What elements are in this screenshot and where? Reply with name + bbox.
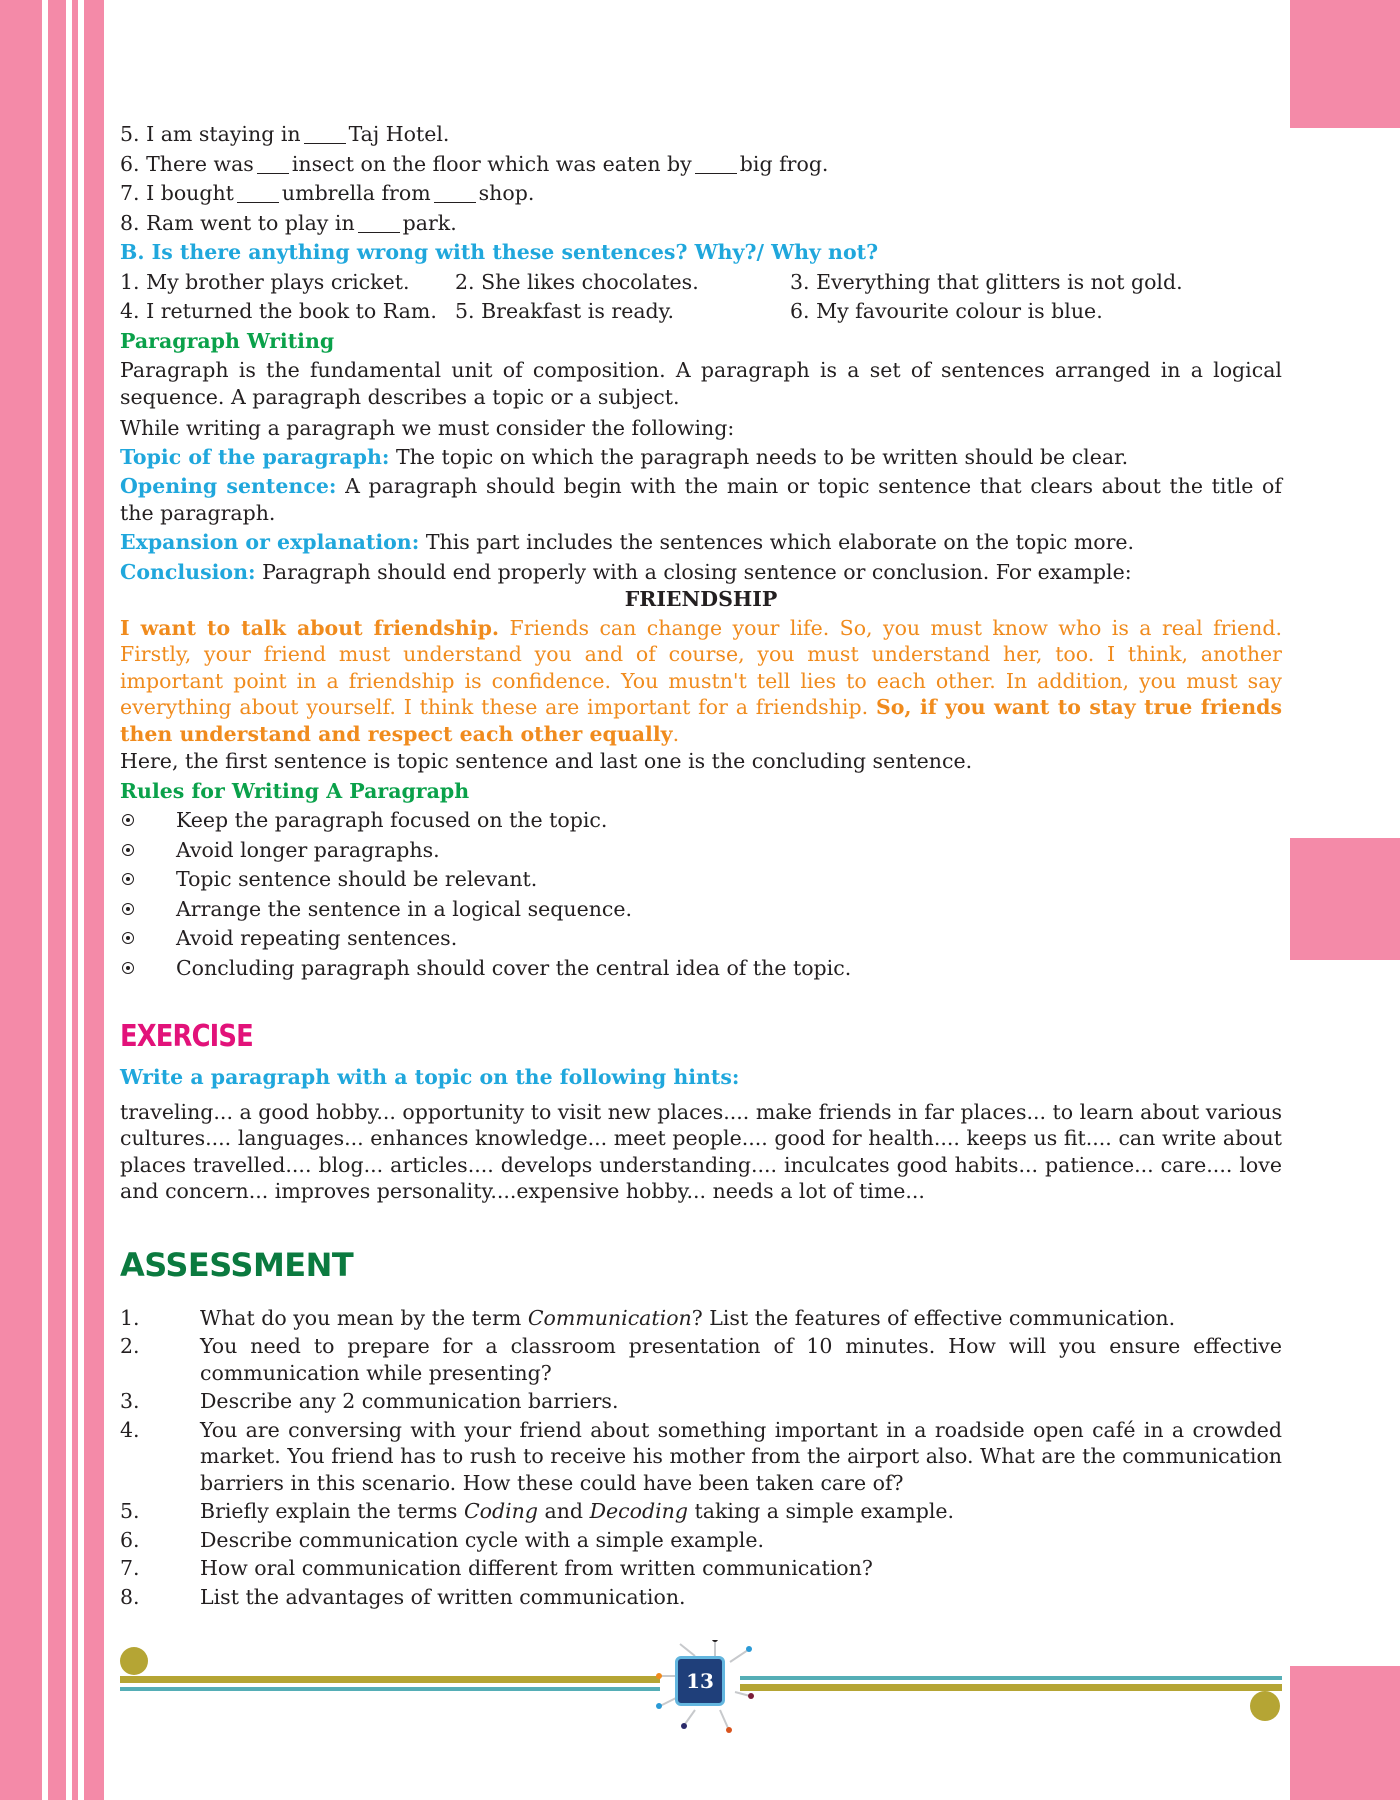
bullet-icon — [122, 844, 134, 856]
paragraph-intro: Paragraph is the fundamental unit of composition. A paragraph is a set of sentences arranged in a logical sequence. A paragraph describes a topic or a subject. — [120, 358, 1282, 409]
exercise-a-list — [120, 120, 1282, 238]
sentence: 2. She likes chocolates. — [455, 269, 699, 294]
border-stripe — [66, 0, 72, 1800]
list-item: Arrange the sentence in a logical sequence. — [120, 895, 1282, 925]
example-paragraph: I want to talk about friendship. Friends can change your life. So, you must know who is a real friend. Firstly, your friend must understand you and of course, you must understand her, too. I think, another important point in a friendship is confidence. You mustn't tell lies to each other. In addition, you must say everything about yourself. I think these are important for a friendship. So, if you want to stay true friends then understand and respect each other equally. — [120, 615, 1282, 746]
point-opening: Opening sentence: A paragraph should begin with the main or topic sentence that clears about the title of the paragraph. — [120, 474, 1282, 525]
left-border-band — [0, 0, 104, 1800]
point-conclusion: Conclusion: Paragraph should end properly with a closing sentence or conclusion. For example: — [120, 559, 1132, 584]
exercise-b-sentences — [120, 268, 1282, 327]
question-item: 8. List the advantages of written communication. — [120, 1584, 686, 1609]
sentence: 4. I returned the book to Ram. — [120, 299, 437, 323]
exercise-subheading: Write a paragraph with a topic on the following hints: — [120, 1065, 740, 1089]
assessment-title: ASSESSMENT — [120, 1245, 354, 1284]
bullet-icon — [122, 873, 134, 885]
blank-line — [358, 211, 400, 233]
bullet-icon — [122, 932, 134, 944]
sentence: 6. My favourite colour is blue. — [790, 299, 1103, 323]
border-stripe — [42, 0, 48, 1800]
sentence: 3. Everything that glitters is not gold. — [790, 269, 1183, 294]
blank-line — [237, 182, 279, 204]
consider-line: While writing a paragraph we must consider the following: — [120, 416, 735, 440]
fill-blank-item: 8. Ram went to play in park. — [120, 210, 457, 235]
bullet-icon — [122, 962, 134, 974]
question-item: 7. How oral communication different from written communication? — [120, 1556, 873, 1580]
fill-blank-item: 6. There was insect on the floor which was eaten by big frog. — [120, 151, 829, 176]
list-item: Concluding paragraph should cover the central idea of the topic. — [120, 954, 1282, 984]
page-number-badge: 13 — [675, 1656, 725, 1706]
fill-blank-item: 5. I am staying in Taj Hotel. — [120, 122, 450, 146]
sentence: 1. My brother plays cricket. — [120, 269, 410, 294]
exercise-title: EXERCISE — [120, 1019, 253, 1054]
blank-line — [434, 182, 476, 204]
list-item: Avoid longer paragraphs. — [120, 836, 1282, 866]
rules-list — [120, 806, 1282, 983]
list-item: Keep the paragraph focused on the topic. — [120, 806, 1282, 836]
right-robot-block — [1290, 838, 1400, 960]
point-expansion: Expansion or explanation: This part includes the sentences which elaborate on the topic more. — [120, 530, 1135, 554]
example-note: Here, the first sentence is topic sentence and last one is the concluding sentence. — [120, 749, 973, 773]
assessment-list — [120, 1305, 1282, 1611]
bullet-icon — [122, 903, 134, 915]
point-topic: Topic of the paragraph: The topic on which the paragraph needs to be written should be clear. — [120, 444, 1129, 469]
question-item: 5. Briefly explain the terms Coding and Decoding taking a simple example. — [120, 1499, 955, 1523]
blank-line — [304, 123, 346, 145]
example-title: FRIENDSHIP — [624, 587, 778, 611]
right-decor-block — [1290, 0, 1400, 128]
fill-blank-item: 7. I bought umbrella from shop. — [120, 181, 535, 205]
list-item: Topic sentence should be relevant. — [120, 865, 1282, 895]
question-item: 1. What do you mean by the term Communication? List the features of effective communication. — [120, 1305, 1176, 1330]
bullet-icon — [122, 814, 134, 826]
exercise-hints: traveling... a good hobby... opportunity to visit new places.... make friends in far places... to learn about various cultures.... languages... enhances knowledge... meet people.... good for health.... keeps us fit.... can write about places travelled.... blog... articles.... develops understanding.... inculcates good habits... patience... care.... love and concern... improves personality....expensive hobby... needs a lot of time... — [120, 1099, 1282, 1203]
blank-line — [695, 152, 737, 174]
question-item: 2. You need to prepare for a classroom presentation of 10 minutes. How will you ensure effective communication while presenting? — [120, 1334, 1282, 1385]
exercise-b-heading: B. Is there anything wrong with these sentences? Why?/ Why not? — [120, 240, 879, 264]
paragraph-writing-heading: Paragraph Writing — [120, 328, 335, 353]
border-stripe — [78, 0, 84, 1800]
question-item: 4. You are conversing with your friend about something important in a roadside open café in a crowded market. You friend has to rush to receive his mother from the airport also. What are the communication barriers in this scenario. How these could have been taken care of? — [120, 1417, 1282, 1495]
right-decor-block — [1290, 1666, 1400, 1800]
page-content — [120, 120, 1282, 1612]
rules-heading: Rules for Writing A Paragraph — [120, 778, 470, 803]
question-item: 6. Describe communication cycle with a simple example. — [120, 1527, 764, 1552]
page-footer — [120, 1640, 1282, 1750]
question-item: 3. Describe any 2 communication barriers. — [120, 1389, 619, 1413]
list-item: Avoid repeating sentences. — [120, 924, 1282, 954]
sentence: 5. Breakfast is ready. — [455, 299, 675, 323]
blank-line — [257, 152, 289, 174]
